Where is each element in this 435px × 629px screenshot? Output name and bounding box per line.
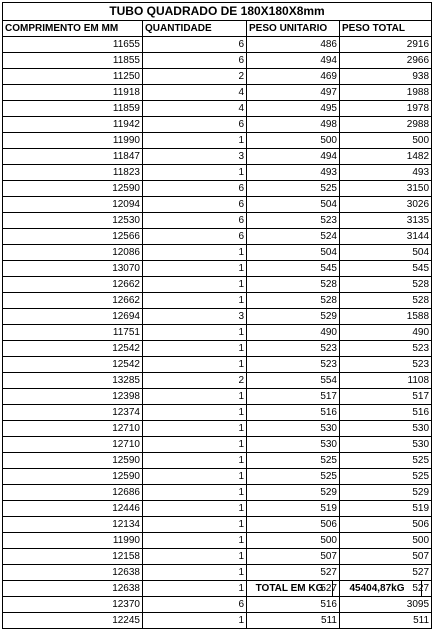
cell-comprimento: 12686 — [3, 485, 143, 501]
cell-peso-total: 1978 — [340, 101, 432, 117]
cell-comprimento: 11918 — [3, 85, 143, 101]
cell-quantidade: 1 — [143, 613, 247, 629]
table-row — [3, 597, 432, 613]
cell-peso-unitario: 529 — [247, 309, 340, 325]
cell-peso-unitario: 527 — [247, 565, 340, 581]
table-row — [3, 389, 432, 405]
cell-comprimento: 12638 — [3, 565, 143, 581]
table-row — [3, 549, 432, 565]
cell-peso-total: 517 — [340, 389, 432, 405]
table-row — [3, 53, 432, 69]
cell-peso-total: 528 — [340, 277, 432, 293]
table-row — [3, 453, 432, 469]
cell-quantidade: 6 — [143, 597, 247, 613]
cell-peso-unitario: 493 — [247, 165, 340, 181]
table-row — [3, 325, 432, 341]
table-row — [3, 149, 432, 165]
cell-quantidade: 1 — [143, 533, 247, 549]
cell-quantidade: 6 — [143, 197, 247, 213]
table-row — [3, 37, 432, 53]
cell-comprimento: 12590 — [3, 181, 143, 197]
table-row — [3, 245, 432, 261]
cell-quantidade: 1 — [143, 437, 247, 453]
table-row — [3, 341, 432, 357]
cell-peso-total: 2966 — [340, 53, 432, 69]
total-box — [246, 580, 422, 597]
cell-peso-unitario: 516 — [247, 597, 340, 613]
table-row — [3, 437, 432, 453]
cell-peso-total: 490 — [340, 325, 432, 341]
cell-quantidade: 1 — [143, 341, 247, 357]
cell-peso-total: 506 — [340, 517, 432, 533]
cell-peso-total: 938 — [340, 69, 432, 85]
cell-comprimento: 12662 — [3, 293, 143, 309]
cell-peso-total: 516 — [340, 405, 432, 421]
cell-peso-total: 504 — [340, 245, 432, 261]
table-row — [3, 229, 432, 245]
table-row — [3, 197, 432, 213]
header-peso-total: PESO TOTAL — [340, 21, 432, 37]
cell-quantidade: 3 — [143, 149, 247, 165]
cell-quantidade: 1 — [143, 389, 247, 405]
cell-peso-unitario: 523 — [247, 357, 340, 373]
cell-quantidade: 1 — [143, 357, 247, 373]
table-row — [3, 357, 432, 373]
cell-peso-total: 493 — [340, 165, 432, 181]
table-row — [3, 277, 432, 293]
cell-peso-unitario: 528 — [247, 277, 340, 293]
cell-comprimento: 11751 — [3, 325, 143, 341]
cell-quantidade: 1 — [143, 485, 247, 501]
cell-quantidade: 1 — [143, 565, 247, 581]
cell-peso-total: 525 — [340, 453, 432, 469]
table-row — [3, 373, 432, 389]
cell-quantidade: 1 — [143, 501, 247, 517]
cell-comprimento: 11990 — [3, 533, 143, 549]
cell-peso-unitario: 469 — [247, 69, 340, 85]
total-value: 45404,87kG — [333, 581, 422, 597]
cell-quantidade: 1 — [143, 421, 247, 437]
header-comprimento: COMPRIMENTO EM MM — [3, 21, 143, 37]
cell-peso-total: 1988 — [340, 85, 432, 101]
cell-peso-unitario: 504 — [247, 245, 340, 261]
table-row — [3, 213, 432, 229]
cell-peso-unitario: 506 — [247, 517, 340, 533]
cell-peso-total: 3095 — [340, 597, 432, 613]
cell-peso-total: 1588 — [340, 309, 432, 325]
cell-peso-unitario: 500 — [247, 533, 340, 549]
cell-peso-total: 511 — [340, 613, 432, 629]
title-row — [3, 3, 432, 21]
cell-comprimento: 12542 — [3, 357, 143, 373]
cell-comprimento: 12710 — [3, 437, 143, 453]
table-row — [3, 421, 432, 437]
cell-peso-total: 2916 — [340, 37, 432, 53]
cell-comprimento: 11655 — [3, 37, 143, 53]
cell-peso-unitario: 554 — [247, 373, 340, 389]
cell-quantidade: 6 — [143, 53, 247, 69]
table-row — [3, 133, 432, 149]
cell-comprimento: 12710 — [3, 421, 143, 437]
cell-quantidade: 1 — [143, 325, 247, 341]
cell-quantidade: 1 — [143, 277, 247, 293]
cell-comprimento: 12590 — [3, 469, 143, 485]
cell-quantidade: 3 — [143, 309, 247, 325]
cell-quantidade: 1 — [143, 165, 247, 181]
cell-peso-unitario: 495 — [247, 101, 340, 117]
cell-peso-total: 2988 — [340, 117, 432, 133]
cell-peso-unitario: 545 — [247, 261, 340, 277]
cell-peso-total: 1108 — [340, 373, 432, 389]
cell-peso-unitario: 494 — [247, 149, 340, 165]
cell-comprimento: 11859 — [3, 101, 143, 117]
cell-peso-total: 530 — [340, 421, 432, 437]
table-row — [3, 261, 432, 277]
cell-quantidade: 1 — [143, 405, 247, 421]
weight-table — [2, 2, 432, 629]
cell-peso-unitario: 530 — [247, 421, 340, 437]
header-quantidade: QUANTIDADE — [143, 21, 247, 37]
table-row — [3, 405, 432, 421]
table-row — [3, 469, 432, 485]
table-row — [3, 565, 432, 581]
cell-comprimento: 11942 — [3, 117, 143, 133]
cell-peso-unitario: 529 — [247, 485, 340, 501]
cell-peso-unitario: 523 — [247, 213, 340, 229]
cell-peso-unitario: 517 — [247, 389, 340, 405]
cell-comprimento: 12446 — [3, 501, 143, 517]
cell-peso-total: 523 — [340, 341, 432, 357]
cell-peso-unitario: 527 — [247, 581, 340, 597]
cell-comprimento: 11855 — [3, 53, 143, 69]
table-row — [3, 501, 432, 517]
total-row — [247, 581, 422, 597]
cell-peso-total: 1482 — [340, 149, 432, 165]
table-row — [3, 613, 432, 629]
cell-peso-total: 3144 — [340, 229, 432, 245]
cell-peso-unitario: 516 — [247, 405, 340, 421]
cell-peso-unitario: 504 — [247, 197, 340, 213]
cell-peso-total: 527 — [340, 565, 432, 581]
cell-peso-total: 3150 — [340, 181, 432, 197]
cell-quantidade: 1 — [143, 245, 247, 261]
cell-peso-unitario: 530 — [247, 437, 340, 453]
table-row — [3, 309, 432, 325]
total-label: TOTAL EM KG — [247, 581, 333, 597]
cell-peso-total: 3135 — [340, 213, 432, 229]
cell-comprimento: 11823 — [3, 165, 143, 181]
cell-quantidade: 6 — [143, 181, 247, 197]
cell-comprimento: 12245 — [3, 613, 143, 629]
cell-comprimento: 12398 — [3, 389, 143, 405]
cell-peso-total: 530 — [340, 437, 432, 453]
cell-peso-unitario: 525 — [247, 181, 340, 197]
cell-comprimento: 12638 — [3, 581, 143, 597]
cell-peso-total: 507 — [340, 549, 432, 565]
cell-quantidade: 1 — [143, 261, 247, 277]
cell-comprimento: 13070 — [3, 261, 143, 277]
cell-peso-total: 527 — [340, 581, 432, 597]
table-row — [3, 517, 432, 533]
cell-peso-total: 3026 — [340, 197, 432, 213]
cell-peso-total: 525 — [340, 469, 432, 485]
cell-comprimento: 12134 — [3, 517, 143, 533]
cell-comprimento: 12542 — [3, 341, 143, 357]
cell-peso-total: 545 — [340, 261, 432, 277]
cell-peso-total: 519 — [340, 501, 432, 517]
cell-peso-unitario: 525 — [247, 453, 340, 469]
cell-quantidade: 1 — [143, 133, 247, 149]
cell-peso-total: 529 — [340, 485, 432, 501]
cell-comprimento: 12530 — [3, 213, 143, 229]
cell-quantidade: 2 — [143, 373, 247, 389]
cell-peso-unitario: 494 — [247, 53, 340, 69]
sheet-title: TUBO QUADRADO DE 180X180X8mm — [3, 3, 432, 21]
cell-peso-unitario: 497 — [247, 85, 340, 101]
cell-quantidade: 6 — [143, 117, 247, 133]
cell-quantidade: 1 — [143, 453, 247, 469]
cell-peso-unitario: 519 — [247, 501, 340, 517]
cell-peso-unitario: 525 — [247, 469, 340, 485]
table-row — [3, 69, 432, 85]
cell-quantidade: 6 — [143, 213, 247, 229]
cell-peso-unitario: 486 — [247, 37, 340, 53]
cell-peso-unitario: 524 — [247, 229, 340, 245]
table-row — [3, 485, 432, 501]
cell-peso-total: 523 — [340, 357, 432, 373]
table-row — [3, 117, 432, 133]
table-row — [3, 293, 432, 309]
cell-comprimento: 12662 — [3, 277, 143, 293]
cell-comprimento: 13285 — [3, 373, 143, 389]
cell-quantidade: 1 — [143, 517, 247, 533]
cell-comprimento: 11990 — [3, 133, 143, 149]
cell-peso-unitario: 511 — [247, 613, 340, 629]
cell-quantidade: 4 — [143, 85, 247, 101]
cell-comprimento: 12694 — [3, 309, 143, 325]
cell-peso-unitario: 490 — [247, 325, 340, 341]
table-row — [3, 165, 432, 181]
cell-peso-unitario: 507 — [247, 549, 340, 565]
cell-peso-total: 528 — [340, 293, 432, 309]
cell-quantidade: 1 — [143, 581, 247, 597]
cell-peso-unitario: 500 — [247, 133, 340, 149]
table-row — [3, 101, 432, 117]
cell-comprimento: 11250 — [3, 69, 143, 85]
cell-comprimento: 11847 — [3, 149, 143, 165]
table-row — [3, 181, 432, 197]
cell-comprimento: 12094 — [3, 197, 143, 213]
cell-comprimento: 12086 — [3, 245, 143, 261]
cell-peso-unitario: 523 — [247, 341, 340, 357]
cell-quantidade: 2 — [143, 69, 247, 85]
cell-peso-total: 500 — [340, 133, 432, 149]
cell-quantidade: 1 — [143, 549, 247, 565]
cell-peso-unitario: 528 — [247, 293, 340, 309]
cell-peso-total: 500 — [340, 533, 432, 549]
cell-quantidade: 4 — [143, 101, 247, 117]
cell-peso-unitario: 498 — [247, 117, 340, 133]
cell-comprimento: 12158 — [3, 549, 143, 565]
cell-comprimento: 12590 — [3, 453, 143, 469]
cell-quantidade: 6 — [143, 37, 247, 53]
header-peso-unitario: PESO UNITARIO — [247, 21, 340, 37]
cell-comprimento: 12566 — [3, 229, 143, 245]
cell-quantidade: 1 — [143, 293, 247, 309]
table-row — [3, 533, 432, 549]
cell-quantidade: 6 — [143, 229, 247, 245]
table-row — [3, 85, 432, 101]
cell-quantidade: 1 — [143, 469, 247, 485]
cell-comprimento: 12374 — [3, 405, 143, 421]
cell-comprimento: 12370 — [3, 597, 143, 613]
header-row — [3, 21, 432, 37]
